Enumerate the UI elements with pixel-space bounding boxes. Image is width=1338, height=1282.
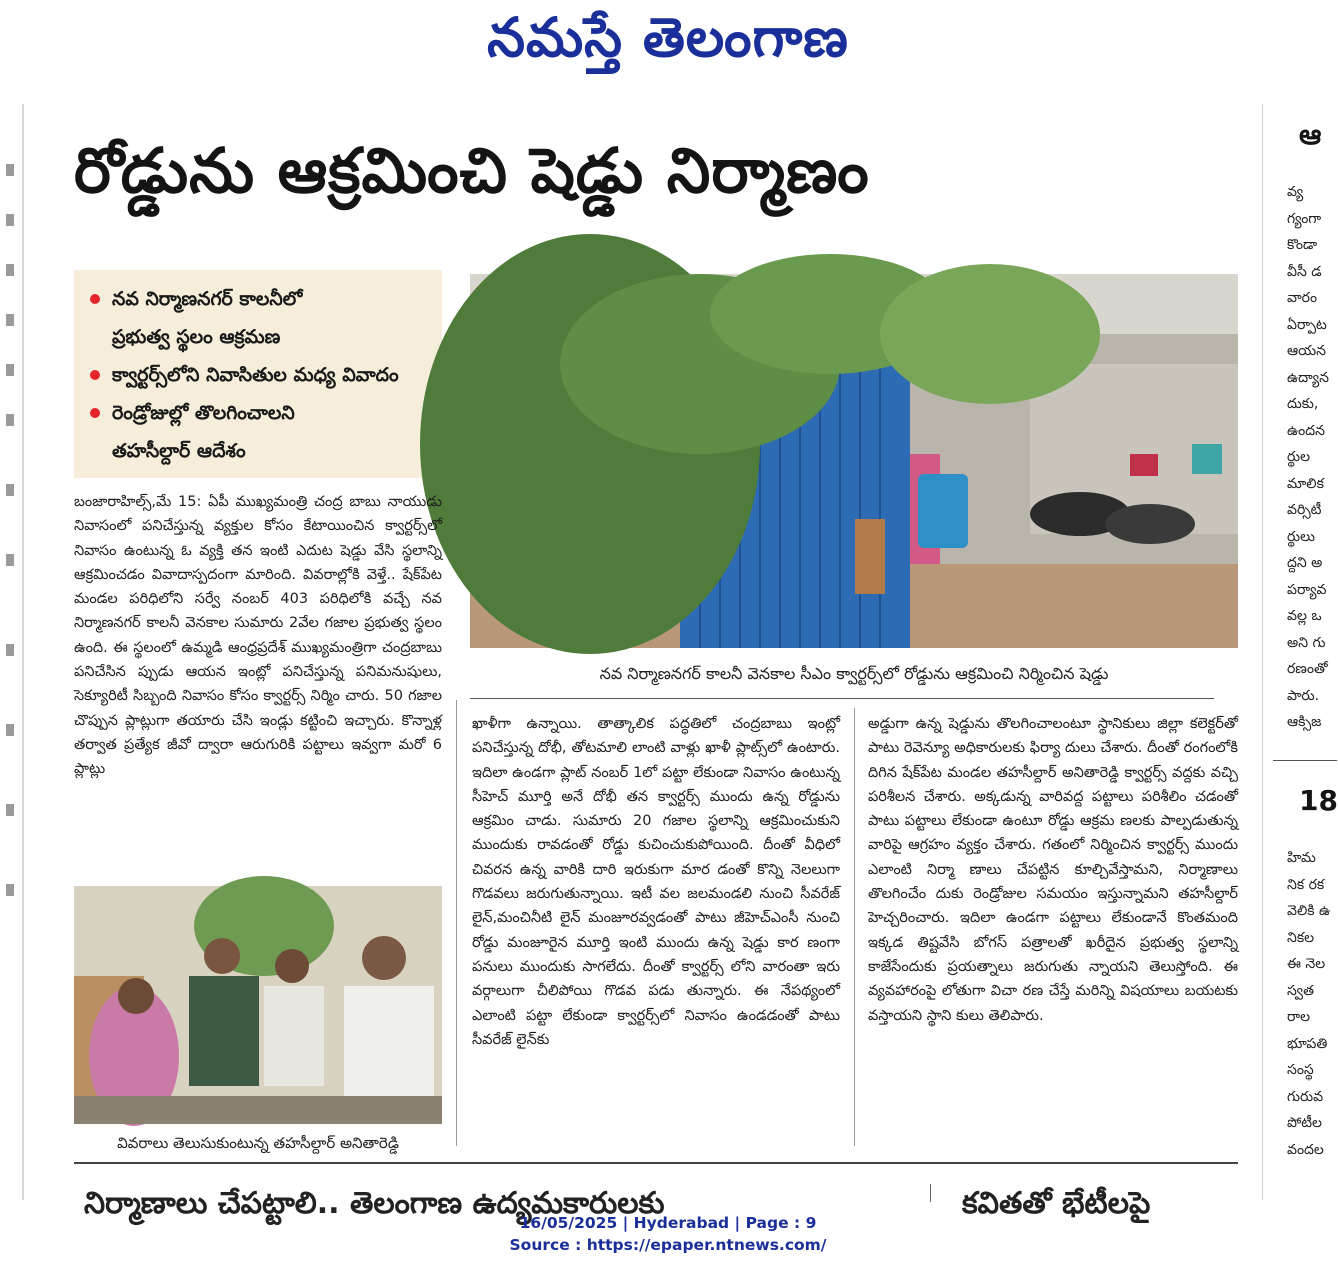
right-column-line: వీసీ డ: [1287, 263, 1322, 280]
page-footer: [0, 1212, 1336, 1256]
right-column-line: అని గు: [1287, 634, 1326, 651]
right-column-line: నికల: [1287, 929, 1315, 946]
main-photo: [470, 274, 1238, 648]
highlight-item: క్వార్టర్స్‌లోని నివాసితుల మధ్య వివాదం: [74, 356, 442, 394]
right-column-line: రణంతో: [1287, 661, 1328, 677]
right-column-line: ర్థుల: [1287, 449, 1311, 465]
highlight-item-continued: తహసీల్దార్ ఆదేశం: [112, 440, 246, 462]
right-column-line: రాల: [1287, 1009, 1311, 1025]
officials-photo-illustration: [74, 886, 442, 1124]
newspaper-logo: నమస్తే తెలంగాణ: [487, 6, 849, 69]
footer-edition-info: 16/05/2025 | Hyderabad | Page : 9: [519, 1214, 817, 1232]
column-divider: [854, 708, 855, 1146]
right-column-line: వారం: [1287, 290, 1318, 306]
inspection-photo-caption: వివరాలు తెలుసుకుంటున్న తహసీల్దార్ అనితారెడ్డి: [117, 1134, 399, 1152]
bullet-dot-icon: [90, 408, 100, 418]
right-column-line: మాలిక: [1287, 475, 1324, 492]
right-column-line: దుకు,: [1287, 396, 1319, 412]
right-column-divider: [1273, 760, 1337, 761]
right-column-line: గురువ: [1287, 1088, 1324, 1105]
highlight-item: రెండ్రోజుల్లో తొలగించాలని: [74, 394, 442, 432]
right-column-line: స్వత: [1287, 982, 1314, 999]
right-column-line: ద్దని అ: [1287, 555, 1323, 571]
right-column-line: నిక రక: [1287, 876, 1325, 893]
right-column-line: వల్ల ఒ: [1287, 608, 1322, 624]
masthead: [0, 0, 1336, 90]
right-column-line: వందల: [1287, 1141, 1324, 1158]
right-column-line: ర్థులు: [1287, 528, 1315, 545]
right-column-line: సంస్థ: [1287, 1062, 1314, 1078]
footer-source: Source : https://epaper.ntnews.com/: [509, 1236, 827, 1254]
article-column-3: అడ్డుగా ఉన్న షెడ్డును తొలగించాలంటూ స్థానికులు జిల్లా కలెక్టర్‌తో పాటు రెవెన్యూ అధికారులకు ఫిర్యా దులు చేశారు. దీంతో రంగంలోకి దిగిన షేక్‌పేట మండల తహసీల్దార్ అనితారెడ్డి క్వార్టర్స్ వద్దకు వచ్చి పరిశీలన చేశారు. అక్కడున్న వారివద్ద పట్టాలు పరిశీలిం చడంతో పాటు పట్టాలు లేకుండా ఉంటూ రోడ్డు ఆక్రమ ణలకు పాల్పడుతున్న వారిపై ఆగ్రహం వ్యక్తం చేశారు. గతంలో నిర్మించిన క్వార్టర్స్ ముందు ఎలాంటి నిర్మా ణాలు చేపట్టిన కూల్చివేస్తామని, నిర్మాణాలు తొలగించేం దుకు రెండ్రోజుల సమయం ఇస్తున్నామని తహసీల్దార్ హెచ్చరించారు. ఇదిలా ఉండగా పట్టాలు లేకుండానే కొంతమంది ఇక్కడ తిష్టవేసి బోగస్ పత్రాలతో ఖరీదైన ప్రభుత్వ స్థలాన్ని కాజేసేందుకు ప్రయత్నాలు జరుగుతు న్నాయని తెలుస్తోంది. ఈ వ్యవహారంపై లోతుగా విచా రణ చేస్తే మరిన్ని విషయాలు బయటకు వస్తాయని స్థాని కులు తెలిపారు.: [868, 716, 1238, 1024]
left-adjacent-column: [0, 104, 24, 1200]
right-column-line: వర్సిటీ: [1287, 502, 1322, 518]
section-divider: [74, 1162, 1238, 1164]
right-column-line: కొండా: [1287, 237, 1318, 253]
bullet-dot-icon: [90, 370, 100, 380]
right-column-line: ఈ నెల: [1287, 956, 1326, 972]
right-column-line: ఉద్యాన: [1287, 369, 1329, 386]
column-divider: [456, 700, 457, 1146]
right-adjacent-column: [1262, 104, 1337, 1200]
shed-photo-illustration: [470, 274, 1238, 648]
article-headline: రోడ్డును ఆక్రమించి షెడ్డు నిర్మాణం: [74, 134, 870, 207]
right-column-number: 18: [1299, 784, 1338, 817]
right-column-line: పోటీల: [1287, 1115, 1322, 1131]
right-column-line: ఆక్సిజ: [1287, 714, 1322, 730]
highlight-item: నవ నిర్మాణనగర్ కాలనీలో: [74, 280, 442, 318]
right-column-line: ఉందన: [1287, 422, 1325, 439]
right-column-line: ఆయన: [1287, 343, 1327, 359]
right-column-line: వెలికి ఉ: [1287, 903, 1331, 919]
right-column-line: పారు.: [1287, 687, 1320, 704]
highlights-box: [74, 270, 442, 478]
newspaper-page: [0, 104, 1338, 1221]
inspection-photo: [74, 886, 442, 1124]
article-column-2: ఖాళీగా ఉన్నాయి. తాత్కాలిక పద్ధతిలో చంద్రబాబు ఇంట్లో పనిచేస్తున్న దోభీ, తోటమాలి లాంటి వాళ్లు ఖాళీ ప్లాట్స్‌లో ఉంటారు. ఇదిలా ఉండగా ప్లాట్ నంబర్ 1లో పట్టా లేకుండా నివాసం ఉంటున్న సీహెచ్ మూర్తి అనే దోభీ తన క్వార్టర్స్ ముందు ఉన్న రోడ్డును ఆక్రమిం చాడు. సుమారు 20 గజాల స్థలాన్ని ఆక్రమించుకుని ముందుకు రావడంతో రోడ్డు కుచించుకుపోయింది. దీంతో వీధిలో చివరన ఉన్న వారికి దారి ఇరుకుగా మార డంతో కొన్ని నెలలుగా గొడవలు జరుగుతున్నాయి. ఇటీ వల జలమండలి నుంచి సీవరేజ్ లైన్,మంచినీటి లైన్ మంజూరవ్వడంతో పాటు జీహెచ్‌ఎంసీ నుంచి రోడ్డు మంజూరైన మూర్తి ఇంటి ముందు ఉన్న షెడ్డు కార ణంగా పనులు ముందుకు సాగలేదు. దీంతో క్వార్టర్స్ లోని వారంతా ఇరు వర్గాలుగా చీలిపోయి గొడవ పడు తున్నారు. ఈ నేపథ్యంలో ఎలాంటి పట్టా లేకుండా క్వార్టర్స్‌లో నివాసం ఉండడంతో పాటు సీవరేజ్ లైన్‌కు: [472, 716, 840, 1048]
right-column-heading: ఆ: [1299, 118, 1322, 151]
highlight-item-continued: ప్రభుత్వ స్థలం ఆక్రమణ: [112, 326, 281, 348]
next-article-headline-2: కవితతో భేటీలపై: [962, 1186, 1151, 1221]
main-photo-caption: నవ నిర్మాణనగర్ కాలనీ వెనకాల సీఎం క్వార్టర్స్‌లో రోడ్డును ఆక్రమించి నిర్మించిన షెడ్డు: [599, 664, 1109, 683]
bullet-dot-icon: [90, 294, 100, 304]
teaser-divider: [930, 1184, 931, 1202]
right-column-line: హిమ: [1287, 850, 1316, 866]
caption-divider: [470, 698, 1214, 699]
right-column-line: భూపతి: [1287, 1035, 1328, 1052]
next-article-headline: నిర్మాణాలు చేపట్టాలి.. తెలంగాణ ఉద్యమకారులకు: [84, 1186, 665, 1221]
right-column-line: గ్యంగా: [1287, 210, 1322, 227]
right-column-line: ఏర్పాట: [1287, 316, 1327, 333]
right-column-line: వ్య: [1287, 184, 1304, 200]
right-column-line: పర్యావ: [1287, 581, 1327, 598]
article-column-1: బంజారాహిల్స్,మే 15: ఏపీ ముఖ్యమంత్రి చంద్ర బాబు నాయుడు నివాసంలో పనిచేస్తున్న వ్యక్తుల కోసం కేటాయించిన క్వార్టర్స్‌లో నివాసం ఉంటున్న ఓ వ్యక్తి తన ఇంటి ఎదుట షెడ్డు వేసి స్థలాన్ని ఆక్రమించడం వివాదాస్పదంగా మారింది. వివరాల్లోకి వెళ్తే.. షేక్‌పేట మండల పరిధిలోని సర్వే నంబర్ 403 పరిధిలోకి వచ్చే నవ నిర్మాణనగర్ కాలనీ వెనకాల సుమారు 2వేల గజాల ప్రభుత్వ స్థలం ఉంది. ఈ స్థలంలో ఉమ్మడి ఆంధ్రప్రదేశ్ ముఖ్యమంత్రిగా చంద్రబాబు పనిచేసిన ప్పుడు ఆయన ఇంట్లో పనిచేస్తున్న పనిమనుషులు, సెక్యూరిటీ సిబ్బంది నివాసం కోసం క్వార్టర్స్ నిర్మిం చారు. 50 గజాల చొప్పున ప్లాట్లుగా తయారు చేసి ఇండ్లు కట్టించి ఇచ్చారు. కొన్నాళ్ల తర్వాత ప్రత్యేక జీవో ద్వారా ఆరుగురికి పట్టాలు ఇవ్వగా మరో 6 ప్లాట్లు: [74, 494, 442, 778]
